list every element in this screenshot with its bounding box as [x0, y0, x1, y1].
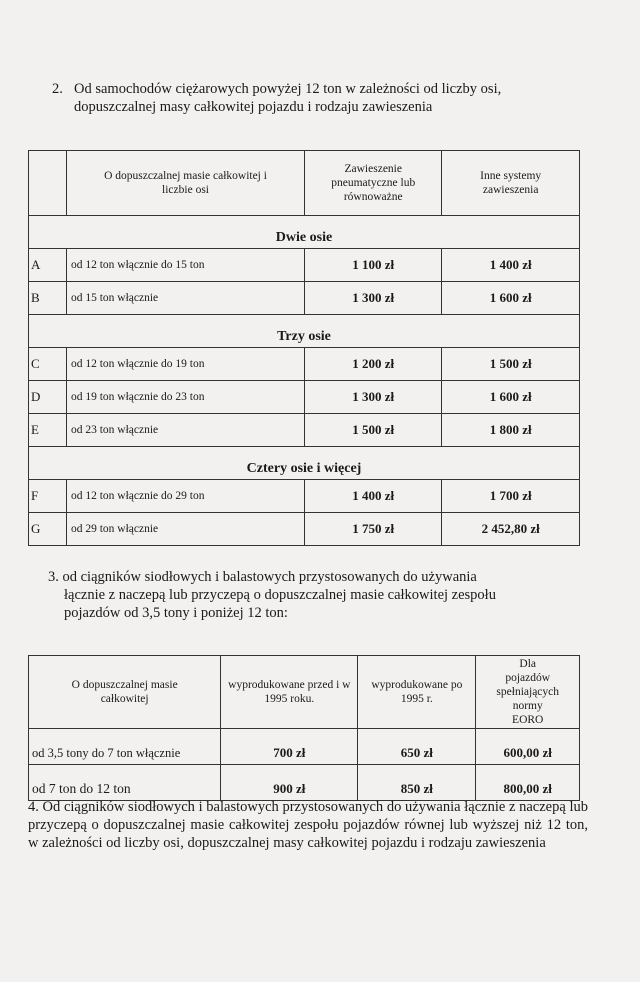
row-description: od 12 ton włącznie do 29 ton [66, 480, 304, 513]
section-row [29, 216, 580, 249]
row-letter: G [29, 513, 67, 546]
row-letter: B [29, 282, 67, 315]
row-before-1995-value: 900 zł [221, 765, 358, 801]
section-row [29, 315, 580, 348]
row-pneumatic-value: 1 300 zł [305, 282, 442, 315]
paragraph-2-line-2: dopuszczalnej masy całkowitej pojazdu i rodzaju zawieszenia [74, 99, 433, 115]
row-after-1995-value: 650 zł [358, 729, 476, 765]
row-pneumatic-value: 1 100 zł [305, 249, 442, 282]
row-other-value: 1 400 zł [442, 249, 580, 282]
table-row [29, 765, 580, 801]
row-description: od 19 ton włącznie do 23 ton [66, 381, 304, 414]
header-other: Inne systemy zawieszenia [442, 151, 580, 216]
row-other-value: 1 500 zł [442, 348, 580, 381]
paragraph-3-line-3: pojazdów od 3,5 tony i poniżej 12 ton: [64, 605, 288, 621]
table-header-row [29, 151, 580, 216]
row-letter: D [29, 381, 67, 414]
section-title: Trzy osie [29, 315, 580, 348]
section-row [29, 447, 580, 480]
row-letter: C [29, 348, 67, 381]
table-row [29, 249, 580, 282]
table-row [29, 414, 580, 447]
table-row [29, 348, 580, 381]
row-description: od 23 ton włącznie [66, 414, 304, 447]
paragraph-3-line-1: od ciągników siodłowych i balastowych przystosowanych do używania [62, 569, 477, 585]
row-pneumatic-value: 1 300 zł [305, 381, 442, 414]
header-euro-norm: Dla pojazdów spełniających normy EORO [476, 656, 580, 729]
header-letter [29, 151, 67, 216]
paragraph-3 [48, 568, 588, 622]
section-title: Dwie osie [29, 216, 580, 249]
row-before-1995-value: 700 zł [221, 729, 358, 765]
header-mass: O dopuszczalnej masie całkowitej [29, 656, 221, 729]
row-after-1995-value: 850 zł [358, 765, 476, 801]
table-row [29, 480, 580, 513]
row-description: od 12 ton włącznie do 15 ton [66, 249, 304, 282]
paragraph-2 [52, 80, 592, 116]
row-description: od 12 ton włącznie do 19 ton [66, 348, 304, 381]
table-header-row [29, 656, 580, 729]
row-label: od 3,5 tony do 7 ton włącznie [29, 729, 221, 765]
paragraph-2-number: 2. [52, 81, 63, 97]
table-row [29, 513, 580, 546]
row-pneumatic-value: 1 200 zł [305, 348, 442, 381]
tractor-tax-table [28, 655, 580, 801]
row-other-value: 2 452,80 zł [442, 513, 580, 546]
row-euro-value: 800,00 zł [476, 765, 580, 801]
row-other-value: 1 800 zł [442, 414, 580, 447]
truck-tax-table [28, 150, 580, 546]
header-mass-axles: O dopuszczalnej masie całkowitej i liczbie osi [66, 151, 304, 216]
row-letter: F [29, 480, 67, 513]
paragraph-2-line-1: Od samochodów ciężarowych powyżej 12 ton w zależności od liczby osi, [74, 81, 502, 97]
paragraph-4: 4. Od ciągników siodłowych i balastowych przystosowanych do używania łącznie z naczepą lub przyczepą o dopuszczalnej masie całkowitej zespołu pojazdów równej lub wyższej niż 12 ton, w zależności od liczby osi, dopuszczalnej masy całkowitej pojazdu i rodzaju zawieszenia [28, 799, 588, 851]
header-after-1995: wyprodukowane po 1995 r. [358, 656, 476, 729]
paragraph-3-line-2: łącznie z naczepą lub przyczepą o dopuszczalnej masie całkowitej zespołu [64, 587, 496, 603]
row-pneumatic-value: 1 750 zł [305, 513, 442, 546]
table-row [29, 729, 580, 765]
row-letter: A [29, 249, 67, 282]
row-description: od 15 ton włącznie [66, 282, 304, 315]
row-other-value: 1 600 zł [442, 381, 580, 414]
paragraph-3-number: 3. [48, 569, 59, 585]
section-title: Cztery osie i więcej [29, 447, 580, 480]
row-other-value: 1 700 zł [442, 480, 580, 513]
row-label: od 7 ton do 12 ton [29, 765, 221, 801]
row-letter: E [29, 414, 67, 447]
header-before-1995: wyprodukowane przed i w 1995 roku. [221, 656, 358, 729]
row-other-value: 1 600 zł [442, 282, 580, 315]
table-row [29, 282, 580, 315]
table-row [29, 381, 580, 414]
row-pneumatic-value: 1 400 zł [305, 480, 442, 513]
header-pneumatic: Zawieszenie pneumatyczne lub równoważne [305, 151, 442, 216]
row-description: od 29 ton włącznie [66, 513, 304, 546]
row-pneumatic-value: 1 500 zł [305, 414, 442, 447]
row-euro-value: 600,00 zł [476, 729, 580, 765]
